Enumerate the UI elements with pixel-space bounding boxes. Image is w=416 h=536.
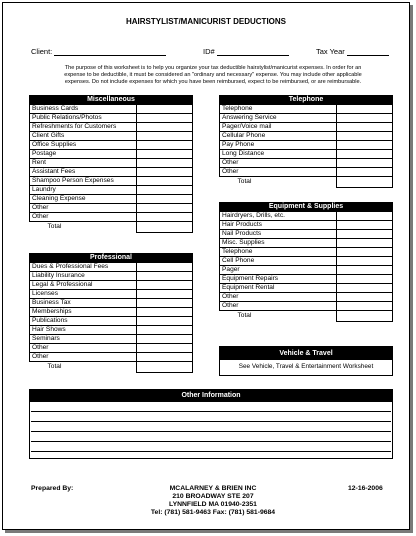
telephone-table: [219, 95, 393, 188]
expense-row: [220, 150, 393, 159]
expense-label: Business Tax: [30, 299, 137, 308]
expense-label: Assistant Fees: [30, 168, 137, 177]
other-info-line[interactable]: [31, 421, 391, 422]
expense-label: Telephone: [220, 105, 337, 114]
expense-label: Other: [220, 159, 337, 168]
other-information-box: [29, 389, 393, 459]
expense-label: Other: [30, 204, 137, 213]
client-input-line[interactable]: [54, 47, 166, 56]
id-label: ID#: [203, 47, 215, 56]
expense-label: Hair Products: [220, 221, 337, 230]
expense-label: Other: [30, 344, 137, 353]
amount-cell[interactable]: [337, 141, 393, 150]
total-amount-cell[interactable]: [137, 362, 193, 373]
expense-row: [30, 168, 193, 177]
expense-label: Other: [220, 168, 337, 177]
professional-heading: Professional: [30, 254, 193, 263]
expense-label: Answering Service: [220, 114, 337, 123]
expense-row: [30, 150, 193, 159]
amount-cell[interactable]: [137, 186, 193, 195]
other-info-line[interactable]: [31, 441, 391, 442]
expense-label: Rent: [30, 159, 137, 168]
expense-row: [220, 168, 393, 177]
amount-cell[interactable]: [337, 159, 393, 168]
purpose-line: expense to be deductible, it must be considered an "ordinary and necessary" expense. You may include other applicable: [64, 72, 362, 79]
expense-row: [220, 302, 393, 311]
expense-label: Long Distance: [220, 150, 337, 159]
expense-row: [30, 290, 193, 299]
amount-cell[interactable]: [137, 299, 193, 308]
expense-label: Shampoo Person Expenses: [30, 177, 137, 186]
amount-cell[interactable]: [337, 293, 393, 302]
amount-cell[interactable]: [137, 132, 193, 141]
purpose-line: The purpose of this worksheet is to help you organize your tax deductible hairstylist/manicurist expenses. In order for an: [64, 65, 362, 71]
expense-label: Pager/Voice mail: [220, 123, 337, 132]
expense-label: Nail Products: [220, 230, 337, 239]
vehicle-travel-heading: Vehicle & Travel: [220, 347, 392, 360]
firm-phone: Tel: (781) 581-9463 Fax: (781) 581-9684: [150, 509, 276, 516]
expense-row: [30, 132, 193, 141]
expense-label: Dues & Professional Fees: [30, 263, 137, 272]
expense-label: Other: [30, 353, 137, 362]
total-label: Total: [237, 178, 252, 186]
expense-row: [30, 141, 193, 150]
expense-row: [220, 221, 393, 230]
amount-cell[interactable]: [137, 317, 193, 326]
amount-cell[interactable]: [337, 275, 393, 284]
expense-row: [220, 141, 393, 150]
total-label: Total: [237, 312, 252, 320]
expense-row: [30, 204, 193, 213]
expense-row: [30, 177, 193, 186]
expense-label: Refreshments for Customers: [30, 123, 137, 132]
expense-row: [30, 326, 193, 335]
professional-table: [29, 253, 193, 373]
amount-cell[interactable]: [337, 123, 393, 132]
amount-cell[interactable]: [337, 257, 393, 266]
total-amount-cell[interactable]: [137, 222, 193, 233]
expense-label: Seminars: [30, 335, 137, 344]
expense-row: [220, 266, 393, 275]
amount-cell[interactable]: [137, 168, 193, 177]
amount-cell[interactable]: [137, 263, 193, 272]
other-information-heading: Other Information: [30, 390, 392, 402]
total-amount-cell[interactable]: [337, 311, 393, 322]
amount-cell[interactable]: [137, 123, 193, 132]
vehicle-travel-box: [219, 346, 393, 376]
expense-label: Pager: [220, 266, 337, 275]
expense-row: [220, 275, 393, 284]
amount-cell[interactable]: [137, 177, 193, 186]
expense-label: Legal & Professional: [30, 281, 137, 290]
expense-label: Liability Insurance: [30, 272, 137, 281]
amount-cell[interactable]: [337, 132, 393, 141]
amount-cell[interactable]: [137, 353, 193, 362]
amount-cell[interactable]: [337, 284, 393, 293]
expense-row: [220, 123, 393, 132]
expense-label: Cellular Phone: [220, 132, 337, 141]
expense-label: Client Gifts: [30, 132, 137, 141]
expense-row: [30, 299, 193, 308]
expense-row: [30, 195, 193, 204]
purpose-line: expenses. Do not include expenses for which you have been reimbursed, expect to be reimbursed, or are reimbursable.: [64, 79, 362, 86]
id-input-line[interactable]: [217, 47, 289, 56]
expense-row: [220, 230, 393, 239]
expense-label: Hairdryers, Drills, etc.: [220, 212, 337, 221]
client-label: Client:: [31, 47, 53, 56]
expense-label: Pay Phone: [220, 141, 337, 150]
amount-cell[interactable]: [137, 326, 193, 335]
expense-row: [30, 281, 193, 290]
amount-cell[interactable]: [337, 230, 393, 239]
tax-year-label: Tax Year: [316, 47, 345, 56]
expense-label: Postage: [30, 150, 137, 159]
expense-label: Office Supplies: [30, 141, 137, 150]
amount-cell[interactable]: [337, 239, 393, 248]
expense-label: Public Relations/Photos: [30, 114, 137, 123]
expense-label: Hair Shows: [30, 326, 137, 335]
expense-row: [30, 317, 193, 326]
expense-row: [30, 213, 193, 222]
amount-cell[interactable]: [137, 105, 193, 114]
amount-cell[interactable]: [337, 302, 393, 311]
amount-cell[interactable]: [137, 335, 193, 344]
amount-cell[interactable]: [137, 344, 193, 353]
expense-row: [30, 263, 193, 272]
expense-label: Misc. Supplies: [220, 239, 337, 248]
expense-label: Equipment Rental: [220, 284, 337, 293]
amount-cell[interactable]: [337, 248, 393, 257]
firm-address: [103, 485, 323, 517]
expense-row: [220, 212, 393, 221]
other-info-line[interactable]: [31, 411, 391, 412]
expense-label: Business Cards: [30, 105, 137, 114]
amount-cell[interactable]: [337, 266, 393, 275]
expense-row: [220, 114, 393, 123]
amount-cell[interactable]: [137, 213, 193, 222]
expense-label: Telephone: [220, 248, 337, 257]
amount-cell[interactable]: [337, 168, 393, 177]
expense-row: [30, 186, 193, 195]
equipment-table: [219, 202, 393, 322]
other-info-line[interactable]: [31, 431, 391, 432]
expense-row: [220, 293, 393, 302]
prepared-date: 12-16-2006: [348, 485, 383, 492]
expense-row: [220, 284, 393, 293]
expense-row: [220, 257, 393, 266]
expense-label: Other: [30, 213, 137, 222]
amount-cell[interactable]: [137, 141, 193, 150]
amount-cell[interactable]: [137, 150, 193, 159]
equipment-heading: Equipment & Supplies: [220, 203, 393, 212]
amount-cell[interactable]: [137, 159, 193, 168]
telephone-heading: Telephone: [220, 96, 393, 105]
expense-row: [30, 159, 193, 168]
expense-row: [220, 105, 393, 114]
firm-street: 210 BROADWAY STE 207: [172, 493, 254, 500]
expense-row: [30, 344, 193, 353]
total-amount-cell[interactable]: [337, 177, 393, 188]
expense-label: Cell Phone: [220, 257, 337, 266]
expense-row: [220, 239, 393, 248]
firm-name: MCALARNEY & BRIEN INC: [169, 485, 257, 492]
prepared-by-label: Prepared By:: [31, 485, 74, 492]
expense-label: Memberships: [30, 308, 137, 317]
purpose-text: [33, 65, 393, 87]
expense-label: Equipment Repairs: [220, 275, 337, 284]
amount-cell[interactable]: [137, 290, 193, 299]
tax-year-input-line[interactable]: [347, 47, 389, 56]
amount-cell[interactable]: [137, 195, 193, 204]
expense-row: [30, 308, 193, 317]
page-title: HAIRSTYLIST/MANICURIST DEDUCTIONS: [126, 17, 286, 26]
other-info-line[interactable]: [31, 451, 391, 452]
amount-cell[interactable]: [137, 281, 193, 290]
total-label: Total: [47, 363, 62, 371]
expense-label: Other: [220, 302, 337, 311]
expense-row: [220, 248, 393, 257]
total-label: Total: [47, 223, 62, 231]
amount-cell[interactable]: [137, 114, 193, 123]
expense-row: [220, 159, 393, 168]
expense-row: [30, 272, 193, 281]
amount-cell[interactable]: [337, 221, 393, 230]
expense-row: [30, 335, 193, 344]
amount-cell[interactable]: [337, 150, 393, 159]
vehicle-worksheet-reference: See Vehicle, Travel & Entertainment Worksheet: [238, 363, 374, 370]
client-field[interactable]: [31, 47, 166, 56]
tax-year-field[interactable]: [316, 47, 389, 56]
expense-row: [30, 114, 193, 123]
amount-cell[interactable]: [137, 204, 193, 213]
miscellaneous-table: [29, 95, 193, 233]
amount-cell[interactable]: [337, 114, 393, 123]
expense-label: Laundry: [30, 186, 137, 195]
expense-row: [30, 353, 193, 362]
firm-city: LYNNFIELD MA 01940-2351: [169, 501, 257, 508]
amount-cell[interactable]: [137, 308, 193, 317]
expense-label: Publications: [30, 317, 137, 326]
id-field[interactable]: [203, 47, 289, 56]
expense-label: Other: [220, 293, 337, 302]
amount-cell[interactable]: [137, 272, 193, 281]
expense-row: [30, 105, 193, 114]
miscellaneous-heading: Miscellaneous: [30, 96, 193, 105]
amount-cell[interactable]: [337, 212, 393, 221]
amount-cell[interactable]: [337, 105, 393, 114]
expense-row: [30, 123, 193, 132]
expense-row: [220, 132, 393, 141]
expense-label: Cleaning Expense: [30, 195, 137, 204]
worksheet-page: [2, 2, 410, 530]
expense-label: Licenses: [30, 290, 137, 299]
